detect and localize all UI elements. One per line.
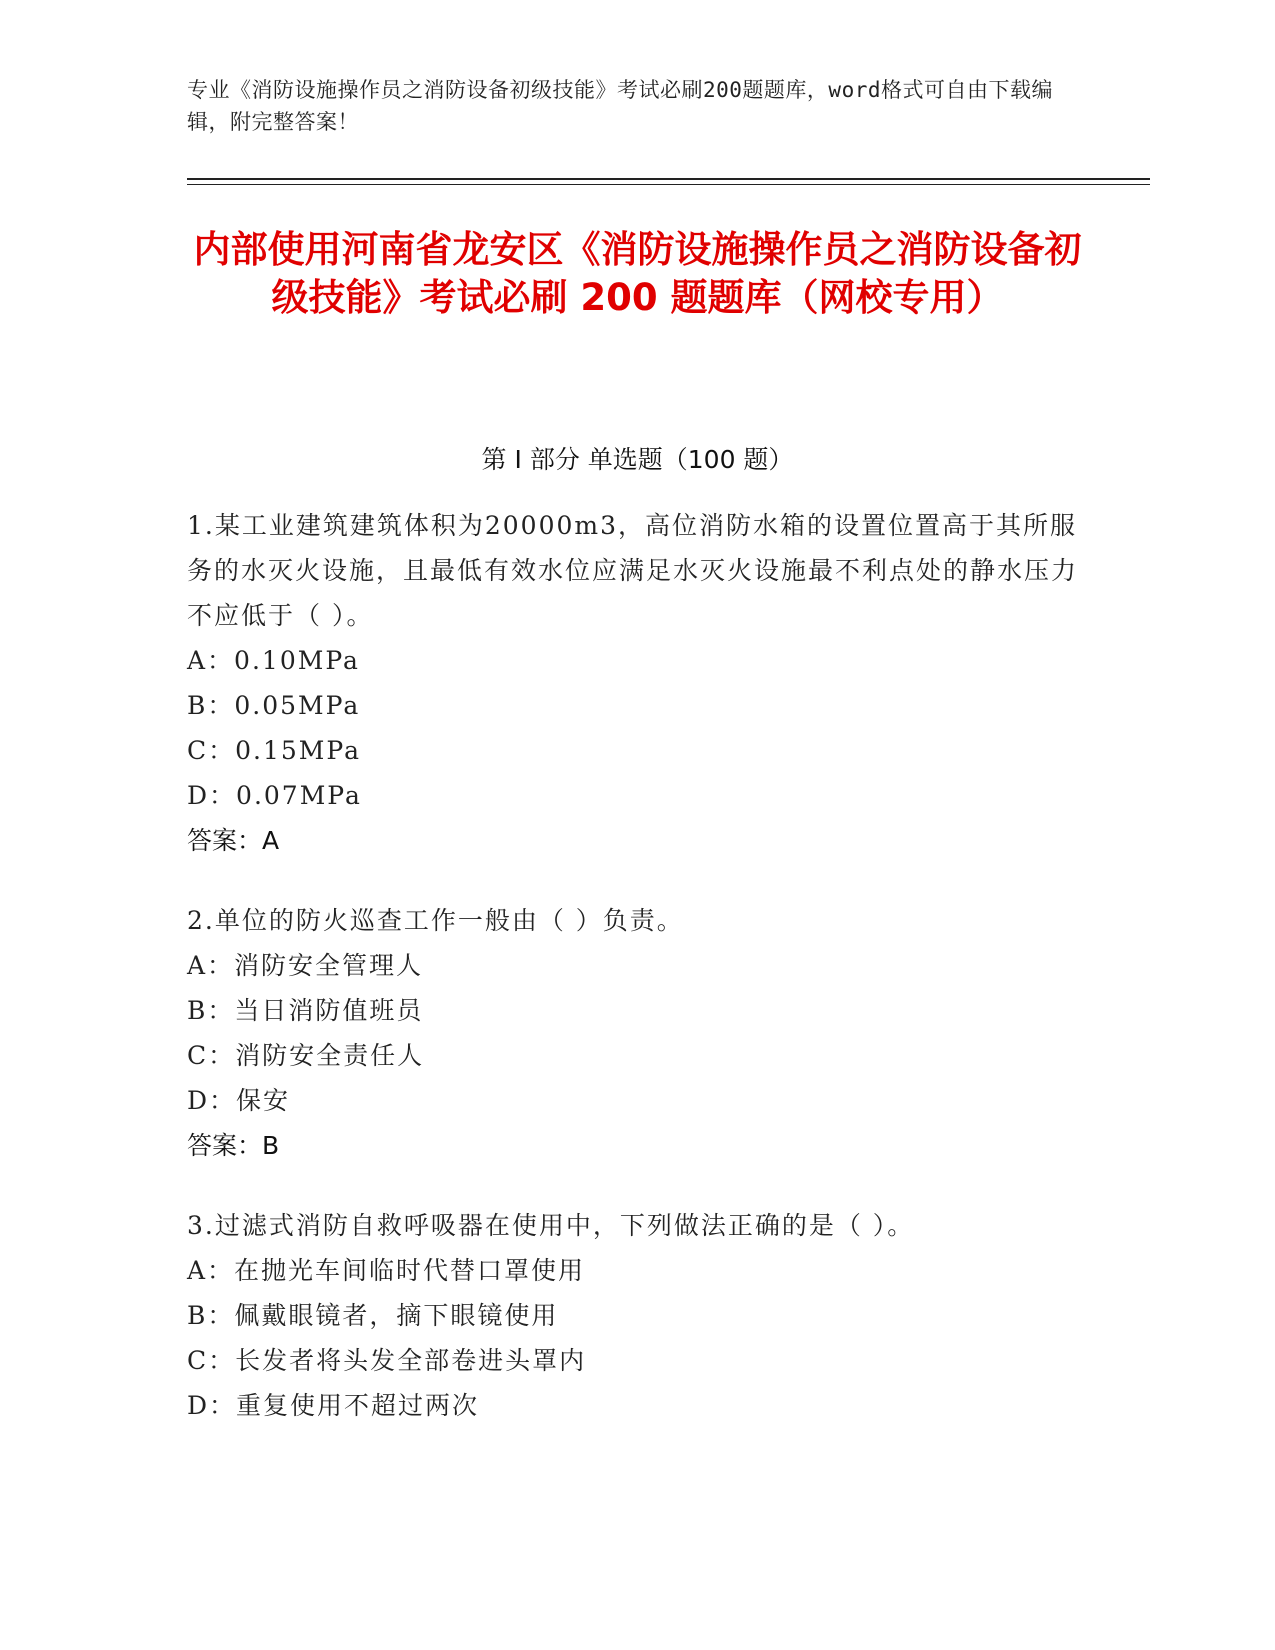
question-1 (187, 503, 1087, 863)
question-2-stem: 2.单位的防火巡查工作一般由（ ）负责。 (187, 906, 684, 935)
question-3-option-b: B：佩戴眼镜者，摘下眼镜使用 (187, 1301, 559, 1330)
question-1-answer: 答案：A (187, 826, 280, 855)
question-1-option-b: B：0.05MPa (187, 691, 361, 720)
question-2-option-b: B：当日消防值班员 (187, 996, 424, 1025)
question-3 (187, 1203, 1087, 1428)
question-3-option-a: A：在抛光车间临时代替口罩使用 (187, 1256, 586, 1285)
question-2-option-c: C：消防安全责任人 (187, 1041, 425, 1070)
question-2-option-a: A：消防安全管理人 (187, 951, 424, 980)
question-1-option-d: D：0.07MPa (187, 781, 362, 810)
question-1-option-c: C：0.15MPa (187, 736, 361, 765)
document-title: 内部使用河南省龙安区《消防设施操作员之消防设备初级技能》考试必刷 200 题题库（网校专用） (193, 228, 1082, 319)
question-2 (187, 898, 1087, 1168)
question-2-option-d: D：保安 (187, 1086, 291, 1115)
question-3-option-d: D：重复使用不超过两次 (187, 1391, 480, 1420)
question-3-stem: 3.过滤式消防自救呼吸器在使用中，下列做法正确的是（ ）。 (187, 1211, 915, 1240)
question-1-stem: 1.某工业建筑建筑体积为20000m3，高位消防水箱的设置位置高于其所服务的水灭火设施，且最低有效水位应满足水灭火设施最不利点处的静水压力不应低于（ ）。 (187, 511, 1079, 630)
header-rule-thin (187, 184, 1150, 185)
question-3-option-c: C：长发者将头发全部卷进头罩内 (187, 1346, 587, 1375)
question-1-option-a: A：0.10MPa (187, 646, 360, 675)
header-rule-thick (187, 178, 1150, 180)
section-heading: 第 I 部分 单选题（100 题） (481, 445, 794, 474)
question-2-answer: 答案：B (187, 1131, 280, 1160)
header-note: 专业《消防设施操作员之消防设备初级技能》考试必刷200题题库，word格式可自由下载编辑，附完整答案！ (187, 78, 1053, 134)
